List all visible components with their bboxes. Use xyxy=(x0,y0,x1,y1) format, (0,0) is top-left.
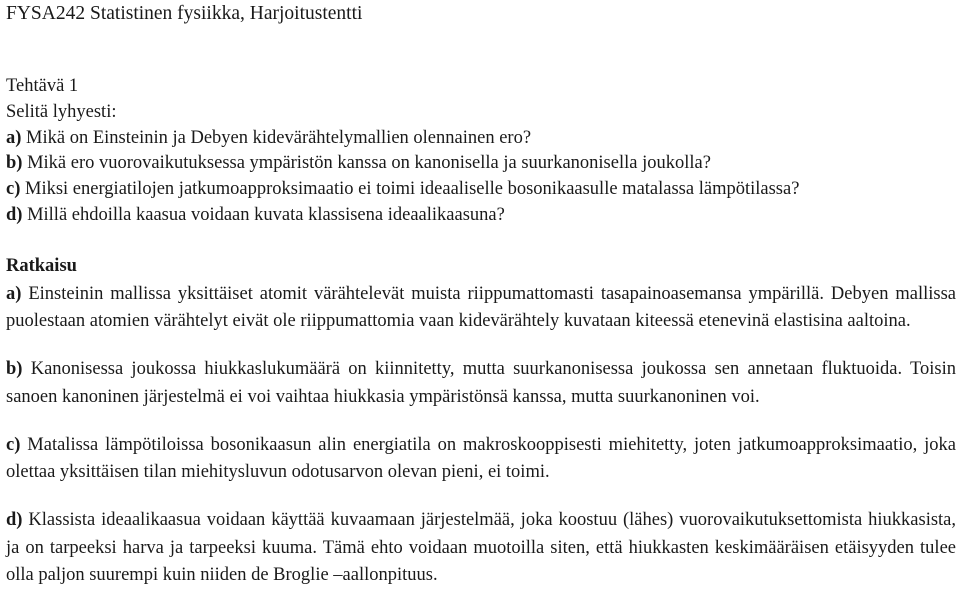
answer-d xyxy=(6,507,956,590)
question-a-label: a) xyxy=(6,127,22,148)
question-d xyxy=(6,203,956,229)
answer-d-text: Klassista ideaalikaasua voidaan käyttää kuvaamaan järjestelmää, joka koostuu (lähes) vuorovaikutuksettomista hiukkasista, ja on tarpeeksi harva ja tarpeeksi kuuma. Tämä ehto voidaan muotoilla siten, että hiukkasten keskimääräisen etäisyyden tulee olla paljon suurempi kuin niiden de Broglie –aallonpituus. xyxy=(6,510,957,586)
question-d-label: d) xyxy=(6,204,23,225)
question-c-label: c) xyxy=(6,179,21,200)
answer-d-label: d) xyxy=(6,510,23,531)
question-a-text: Mikä on Einsteinin ja Debyen kidevärähtelymallien olennainen ero? xyxy=(26,127,532,148)
answer-a-label: a) xyxy=(6,283,22,304)
question-b-text: Mikä ero vuorovaikutuksessa ympäristön kanssa on kanonisella ja suurkanonisella joukolla? xyxy=(27,153,711,174)
question-c-text: Miksi energiatilojen jatkumoapproksimaatio ei toimi ideaaliselle bosonikaasulle matalassa lämpötilassa? xyxy=(25,179,800,200)
answer-c-text: Matalissa lämpötiloissa bosonikaasun alin energiatila on makroskooppisesti miehitetty, joten jatkumoapproksimaatio, joka olettaa yksittäisen tilan miehitysluvun odotusarvon olevan pieni, ei toimi. xyxy=(6,434,957,483)
task-section xyxy=(6,74,956,229)
question-d-text: Millä ehdoilla kaasua voidaan kuvata klassisena ideaalikaasuna? xyxy=(27,204,505,225)
answer-b-text: Kanonisessa joukossa hiukkaslukumäärä on kiinnitetty, mutta suurkanonisessa joukossa sen annetaan fluktuoida. Toisin sanoen kanoninen järjestelmä ei voi vaihtaa hiukkasia ympäristönsä kanssa, mutta suurkanoninen voi. xyxy=(6,359,956,407)
answer-a xyxy=(6,281,956,336)
answer-b xyxy=(6,356,956,411)
answer-c-label: c) xyxy=(6,434,21,455)
answer-a-text: Einsteinin mallissa yksittäiset atomit värähtelevät muista riippumattomasti tasapainoasemansa ympärillä. Debyen mallissa puolestaan atomien värähtelyt eivät ole riippumattomia vaan kidevärähtely kuvataan kiteessä etenevinä elastisina aaltoina. xyxy=(6,283,956,332)
solution-heading: Ratkaisu xyxy=(6,255,77,276)
question-b-label: b) xyxy=(6,153,23,174)
question-c xyxy=(6,177,956,203)
task-intro: Selitä lyhyesti: xyxy=(6,101,117,122)
answer-b-label: b) xyxy=(6,359,23,380)
answer-c xyxy=(6,432,956,487)
task-heading: Tehtävä 1 xyxy=(6,76,79,96)
question-b xyxy=(6,151,956,177)
document-title: FYSA242 Statistinen fysiikka, Harjoitustentti xyxy=(6,3,363,24)
question-a xyxy=(6,126,956,152)
